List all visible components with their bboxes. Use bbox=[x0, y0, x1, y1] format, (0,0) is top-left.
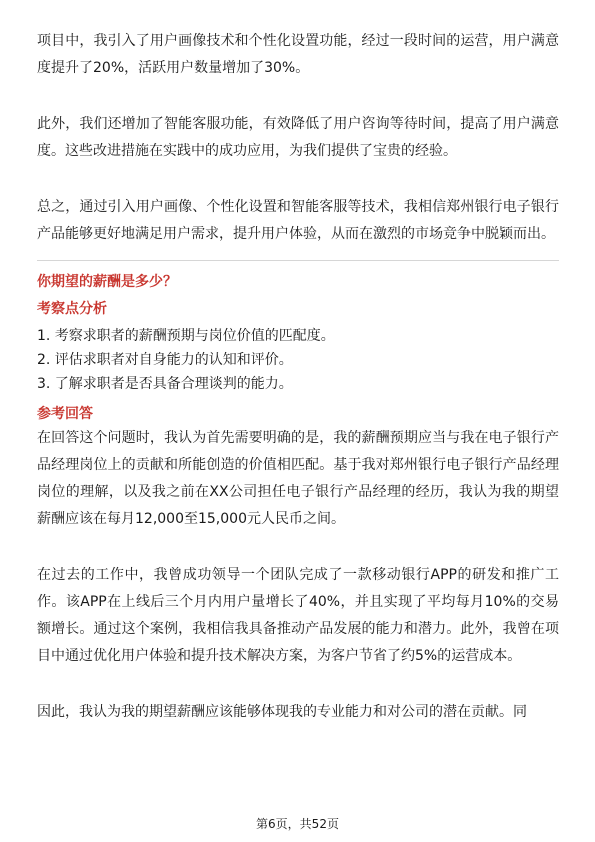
answer-heading: 参考回答 bbox=[37, 406, 93, 422]
intro-paragraph-3: 总之，通过引入用户画像、个性化设置和智能客服等技术，我相信郑州银行电子银行产品能够更好地满足用户需求，提升用户体验，从而在激烈的市场竞争中脱颖而出。 bbox=[37, 199, 559, 242]
document-page bbox=[37, 28, 559, 726]
answer-paragraph-2: 在过去的工作中，我曾成功领导一个团队完成了一款移动银行APP的研发和推广工作。该APP在上线后三个月内用户量增长了40%，并且实现了平均每月10%的交易额增长。通过这个案例，我相信我具备推动产品发展的能力和潜力。此外，我曾在项目中通过优化用户体验和提升技术解决方案，为客户节省了约5%的运营成本。 bbox=[37, 567, 559, 664]
page-number: 第6页，共52页 bbox=[256, 817, 339, 831]
answer-paragraph-1: 在回答这个问题时，我认为首先需要明确的是，我的薪酬预期应当与我在电子银行产品经理岗位上的贡献和所能创造的价值相匹配。基于我对郑州银行电子银行产品经理岗位的理解，以及我之前在XX公司担任电子银行产品经理的经历，我认为我的期望薪酬应该在每月12,000至15,000元人民币之间。 bbox=[37, 430, 559, 527]
analysis-heading: 考察点分析 bbox=[37, 301, 107, 317]
analysis-list bbox=[37, 324, 559, 396]
intro-paragraph-1: 项目中，我引入了用户画像技术和个性化设置功能，经过一段时间的运营，用户满意度提升了20%，活跃用户数量增加了30%。 bbox=[37, 33, 559, 76]
section-divider bbox=[37, 260, 559, 261]
intro-paragraph-2: 此外，我们还增加了智能客服功能，有效降低了用户咨询等待时间，提高了用户满意度。这些改进措施在实践中的成功应用，为我们提供了宝贵的经验。 bbox=[37, 116, 559, 159]
analysis-item: 1. 考察求职者的薪酬预期与岗位价值的匹配度。 bbox=[37, 328, 335, 344]
analysis-item: 3. 了解求职者是否具备合理谈判的能力。 bbox=[37, 376, 293, 392]
question-title: 你期望的薪酬是多少？ bbox=[37, 274, 177, 290]
analysis-item: 2. 评估求职者对自身能力的认知和评价。 bbox=[37, 352, 293, 368]
answer-paragraph-3: 因此，我认为我的期望薪酬应该能够体现我的专业能力和对公司的潜在贡献。同 bbox=[37, 704, 527, 720]
